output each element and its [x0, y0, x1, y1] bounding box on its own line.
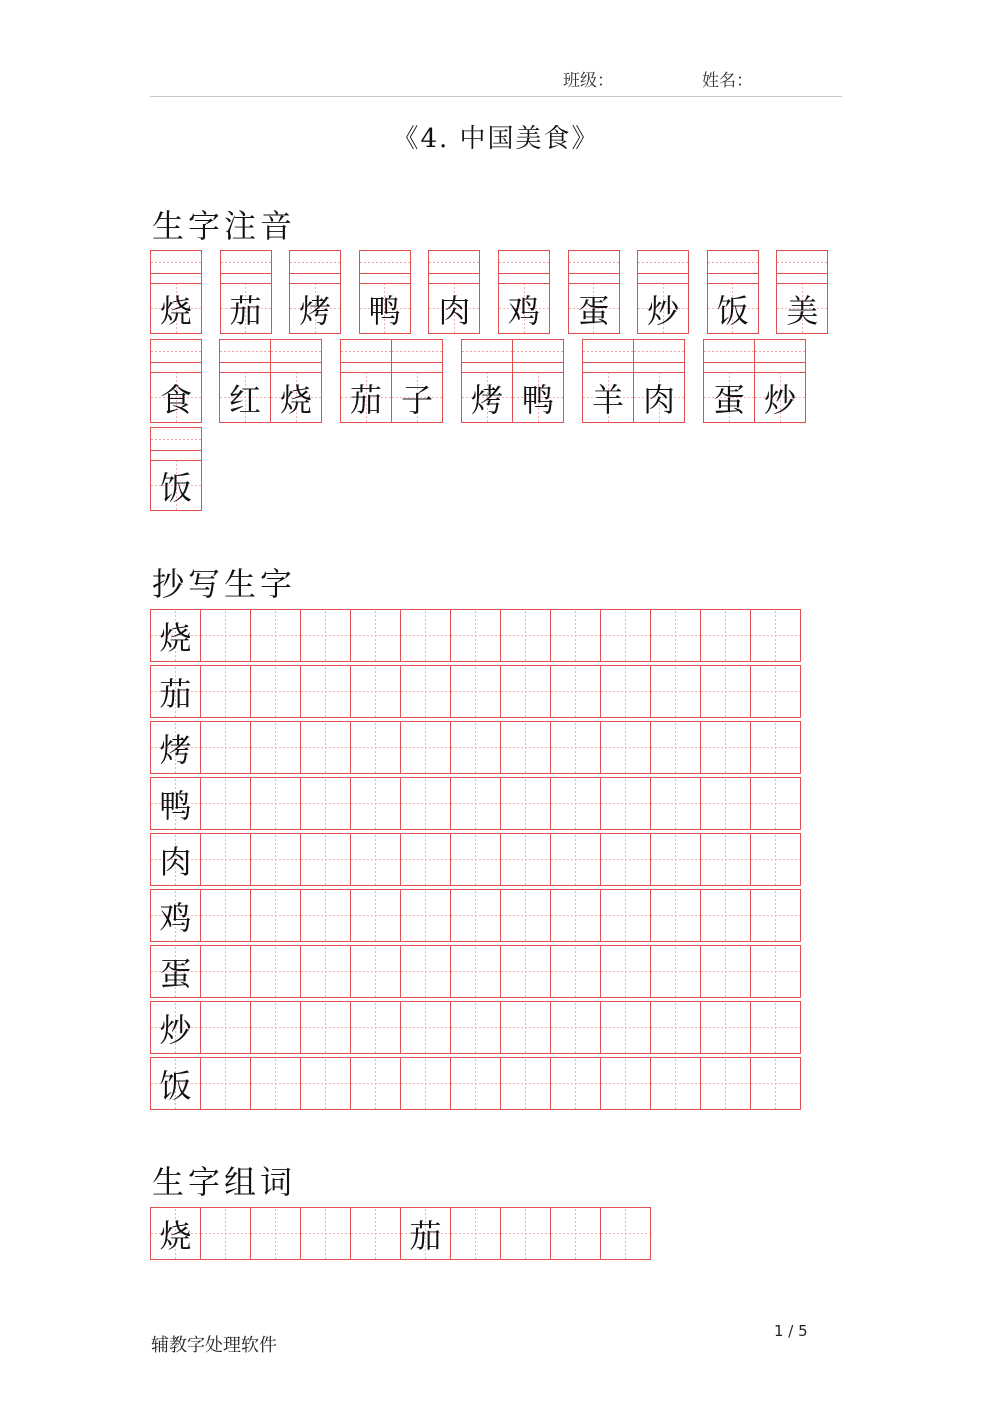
model-character: 烧 — [151, 1208, 201, 1259]
char-column — [150, 427, 202, 511]
writing-cell[interactable] — [701, 946, 751, 997]
writing-cell[interactable] — [251, 778, 301, 829]
section-copy-heading: 抄写生字 — [152, 565, 297, 603]
writing-cell[interactable] — [751, 946, 801, 997]
writing-cell[interactable] — [501, 666, 551, 717]
character-cell: 鸡 — [499, 283, 549, 334]
writing-cell[interactable] — [451, 666, 501, 717]
writing-cell[interactable] — [451, 946, 501, 997]
writing-cell[interactable] — [701, 778, 751, 829]
char-column — [359, 250, 411, 334]
writing-cell[interactable] — [401, 778, 451, 829]
writing-cell[interactable] — [751, 1058, 801, 1109]
writing-cell[interactable] — [501, 610, 551, 661]
pinyin-writing-lines[interactable] — [290, 250, 340, 283]
pinyin-block — [150, 427, 202, 511]
pinyin-block — [707, 250, 759, 334]
pinyin-writing-lines[interactable] — [220, 339, 270, 372]
char-column — [637, 250, 689, 334]
character-cell: 蛋 — [569, 283, 619, 334]
writing-cell[interactable] — [501, 778, 551, 829]
pinyin-writing-lines[interactable] — [341, 339, 391, 372]
model-character: 鸡 — [151, 890, 201, 941]
writing-cell[interactable] — [551, 890, 601, 941]
writing-cell[interactable] — [701, 890, 751, 941]
model-character: 鸭 — [151, 778, 201, 829]
character-cell: 肉 — [634, 372, 684, 423]
writing-cell[interactable] — [301, 1002, 351, 1053]
writing-cell[interactable] — [251, 722, 301, 773]
writing-cell[interactable] — [251, 890, 301, 941]
model-character: 饭 — [151, 1058, 201, 1109]
writing-cell[interactable] — [351, 1002, 401, 1053]
writing-cell[interactable] — [601, 834, 651, 885]
writing-cell[interactable] — [301, 778, 351, 829]
writing-cell[interactable] — [551, 610, 601, 661]
writing-cell[interactable] — [601, 778, 651, 829]
pinyin-writing-lines[interactable] — [429, 250, 479, 283]
char-column — [707, 250, 759, 334]
writing-cell[interactable] — [601, 890, 651, 941]
writing-cell[interactable] — [201, 778, 251, 829]
writing-cell[interactable] — [501, 1058, 551, 1109]
copy-row — [150, 945, 801, 998]
writing-cell[interactable] — [201, 890, 251, 941]
character-cell: 炒 — [638, 283, 688, 334]
pinyin-writing-lines[interactable] — [704, 339, 754, 372]
model-character: 茄 — [151, 666, 201, 717]
pinyin-block — [461, 339, 564, 423]
pinyin-writing-lines[interactable] — [392, 339, 442, 372]
pinyin-writing-lines[interactable] — [569, 250, 619, 283]
writing-cell[interactable] — [401, 610, 451, 661]
pinyin-writing-lines[interactable] — [221, 250, 271, 283]
char-column — [754, 339, 806, 423]
writing-cell[interactable] — [351, 1208, 401, 1259]
writing-cell[interactable] — [751, 666, 801, 717]
character-cell: 茄 — [221, 283, 271, 334]
words-row — [150, 1207, 651, 1260]
writing-cell[interactable] — [351, 890, 401, 941]
pinyin-block — [703, 339, 806, 423]
writing-cell[interactable] — [651, 890, 701, 941]
writing-cell[interactable] — [651, 1058, 701, 1109]
character-cell: 美 — [777, 283, 827, 334]
writing-cell[interactable] — [651, 778, 701, 829]
writing-cell[interactable] — [451, 610, 501, 661]
model-character: 炒 — [151, 1002, 201, 1053]
writing-cell[interactable] — [351, 946, 401, 997]
class-label: 班级： — [563, 71, 614, 91]
section-annotate-heading: 生字注音 — [152, 207, 297, 245]
char-column — [498, 250, 550, 334]
writing-cell[interactable] — [651, 1002, 701, 1053]
writing-cell[interactable] — [751, 834, 801, 885]
writing-cell[interactable] — [751, 610, 801, 661]
writing-cell[interactable] — [601, 666, 651, 717]
writing-cell[interactable] — [351, 610, 401, 661]
char-column — [150, 339, 202, 423]
writing-cell[interactable] — [651, 946, 701, 997]
name-label: 姓名： — [702, 71, 753, 91]
char-column — [219, 339, 270, 423]
writing-cell[interactable] — [551, 834, 601, 885]
writing-cell[interactable] — [651, 834, 701, 885]
writing-cell[interactable] — [351, 666, 401, 717]
character-cell: 鸭 — [360, 283, 410, 334]
char-column — [568, 250, 620, 334]
pinyin-writing-lines[interactable] — [462, 339, 512, 372]
writing-cell[interactable] — [551, 1002, 601, 1053]
writing-cell[interactable] — [251, 610, 301, 661]
character-cell: 饭 — [151, 460, 201, 511]
copy-row — [150, 1001, 801, 1054]
writing-cell[interactable] — [751, 1002, 801, 1053]
pinyin-block — [582, 339, 685, 423]
writing-cell[interactable] — [751, 778, 801, 829]
copy-row — [150, 889, 801, 942]
writing-cell[interactable] — [451, 1208, 501, 1259]
page-title: 《4. 中国美食》 — [392, 124, 600, 154]
pinyin-writing-lines[interactable] — [638, 250, 688, 283]
writing-cell[interactable] — [451, 834, 501, 885]
writing-cell[interactable] — [251, 1002, 301, 1053]
writing-cell[interactable] — [601, 1002, 651, 1053]
character-cell: 肉 — [429, 283, 479, 334]
writing-cell[interactable] — [601, 722, 651, 773]
writing-cell[interactable] — [501, 1208, 551, 1259]
char-column — [776, 250, 828, 334]
writing-cell[interactable] — [501, 722, 551, 773]
writing-cell[interactable] — [651, 610, 701, 661]
writing-cell[interactable] — [451, 1058, 501, 1109]
writing-cell[interactable] — [601, 1058, 651, 1109]
copy-row — [150, 721, 801, 774]
character-cell: 蛋 — [704, 372, 754, 423]
pinyin-writing-lines[interactable] — [513, 339, 563, 372]
writing-cell[interactable] — [751, 722, 801, 773]
pinyin-writing-lines[interactable] — [777, 250, 827, 283]
char-column — [428, 250, 480, 334]
writing-cell[interactable] — [301, 946, 351, 997]
character-cell: 烧 — [151, 283, 201, 334]
char-column — [289, 250, 341, 334]
writing-cell[interactable] — [251, 666, 301, 717]
writing-cell[interactable] — [251, 946, 301, 997]
character-cell: 烤 — [290, 283, 340, 334]
pinyin-writing-lines[interactable] — [271, 339, 321, 372]
writing-cell[interactable] — [401, 946, 451, 997]
writing-cell[interactable] — [701, 1002, 751, 1053]
writing-cell[interactable] — [351, 722, 401, 773]
pinyin-block — [637, 250, 689, 334]
writing-cell[interactable] — [401, 1002, 451, 1053]
writing-cell[interactable] — [501, 1002, 551, 1053]
char-column — [220, 250, 272, 334]
pinyin-block — [568, 250, 620, 334]
copy-row — [150, 609, 801, 662]
writing-cell[interactable] — [301, 1058, 351, 1109]
writing-cell[interactable] — [201, 722, 251, 773]
writing-cell[interactable] — [601, 946, 651, 997]
footer-software: 辅教字处理软件 — [151, 1335, 277, 1356]
writing-cell[interactable] — [651, 666, 701, 717]
writing-cell[interactable] — [201, 610, 251, 661]
pinyin-writing-lines[interactable] — [151, 339, 201, 372]
pinyin-writing-lines[interactable] — [708, 250, 758, 283]
character-cell: 炒 — [755, 372, 805, 423]
char-column — [703, 339, 754, 423]
copy-row — [150, 833, 801, 886]
pinyin-block — [776, 250, 828, 334]
writing-cell[interactable] — [251, 1058, 301, 1109]
char-column — [512, 339, 564, 423]
page-number: 1 / 5 — [774, 1322, 808, 1340]
char-column — [633, 339, 685, 423]
writing-cell[interactable] — [201, 1058, 251, 1109]
writing-cell[interactable] — [301, 1208, 351, 1259]
writing-cell[interactable] — [401, 834, 451, 885]
writing-cell[interactable] — [401, 666, 451, 717]
pinyin-writing-lines[interactable] — [360, 250, 410, 283]
model-character: 烧 — [151, 610, 201, 661]
writing-cell[interactable] — [551, 722, 601, 773]
writing-cell[interactable] — [301, 722, 351, 773]
writing-cell[interactable] — [451, 778, 501, 829]
writing-cell[interactable] — [451, 722, 501, 773]
char-column — [340, 339, 391, 423]
writing-cell[interactable] — [201, 1002, 251, 1053]
writing-cell[interactable] — [401, 890, 451, 941]
writing-cell[interactable] — [301, 666, 351, 717]
character-cell: 食 — [151, 372, 201, 423]
pinyin-block — [340, 339, 443, 423]
writing-cell[interactable] — [201, 834, 251, 885]
char-column — [582, 339, 633, 423]
character-cell: 红 — [220, 372, 270, 423]
pinyin-writing-lines[interactable] — [583, 339, 633, 372]
header-divider — [150, 96, 842, 97]
copy-row — [150, 1057, 801, 1110]
pinyin-writing-lines[interactable] — [634, 339, 684, 372]
pinyin-writing-lines[interactable] — [151, 250, 201, 283]
writing-cell[interactable] — [701, 610, 751, 661]
writing-cell[interactable] — [601, 610, 651, 661]
pinyin-writing-lines[interactable] — [755, 339, 805, 372]
writing-cell[interactable] — [601, 1208, 651, 1259]
character-cell: 茄 — [341, 372, 391, 423]
pinyin-block — [359, 250, 411, 334]
writing-cell[interactable] — [301, 610, 351, 661]
section-words-heading: 生字组词 — [152, 1163, 297, 1201]
copy-row — [150, 665, 801, 718]
writing-cell[interactable] — [701, 722, 751, 773]
writing-cell[interactable] — [401, 722, 451, 773]
writing-cell[interactable] — [201, 1208, 251, 1259]
writing-cell[interactable] — [351, 1058, 401, 1109]
char-column — [391, 339, 443, 423]
writing-cell[interactable] — [551, 666, 601, 717]
character-cell: 烧 — [271, 372, 321, 423]
char-column — [150, 250, 202, 334]
writing-cell[interactable] — [551, 778, 601, 829]
writing-cell[interactable] — [201, 666, 251, 717]
pinyin-block — [150, 339, 202, 423]
character-cell: 饭 — [708, 283, 758, 334]
writing-cell[interactable] — [251, 834, 301, 885]
writing-cell[interactable] — [501, 834, 551, 885]
pinyin-writing-lines[interactable] — [499, 250, 549, 283]
pinyin-block — [498, 250, 550, 334]
writing-cell[interactable] — [201, 946, 251, 997]
pinyin-block — [219, 339, 322, 423]
writing-cell[interactable] — [301, 890, 351, 941]
writing-cell[interactable] — [551, 1208, 601, 1259]
writing-cell[interactable] — [701, 666, 751, 717]
model-character: 烤 — [151, 722, 201, 773]
writing-cell[interactable] — [501, 890, 551, 941]
writing-cell[interactable] — [651, 722, 701, 773]
model-character: 肉 — [151, 834, 201, 885]
pinyin-block — [150, 250, 202, 334]
writing-cell[interactable] — [701, 1058, 751, 1109]
writing-cell[interactable] — [301, 834, 351, 885]
model-character: 茄 — [401, 1208, 451, 1259]
writing-cell[interactable] — [701, 834, 751, 885]
character-cell: 鸭 — [513, 372, 563, 423]
copy-row — [150, 777, 801, 830]
writing-cell[interactable] — [451, 1002, 501, 1053]
writing-cell[interactable] — [351, 778, 401, 829]
character-cell: 羊 — [583, 372, 633, 423]
char-column — [270, 339, 322, 423]
writing-cell[interactable] — [351, 834, 401, 885]
character-cell: 子 — [392, 372, 442, 423]
character-cell: 烤 — [462, 372, 512, 423]
pinyin-block — [289, 250, 341, 334]
writing-cell[interactable] — [401, 1058, 451, 1109]
writing-cell[interactable] — [451, 890, 501, 941]
writing-cell[interactable] — [551, 1058, 601, 1109]
model-character: 蛋 — [151, 946, 201, 997]
pinyin-writing-lines[interactable] — [151, 427, 201, 460]
writing-cell[interactable] — [551, 946, 601, 997]
char-column — [461, 339, 512, 423]
pinyin-block — [220, 250, 272, 334]
pinyin-block — [428, 250, 480, 334]
writing-cell[interactable] — [751, 890, 801, 941]
writing-cell[interactable] — [251, 1208, 301, 1259]
writing-cell[interactable] — [501, 946, 551, 997]
